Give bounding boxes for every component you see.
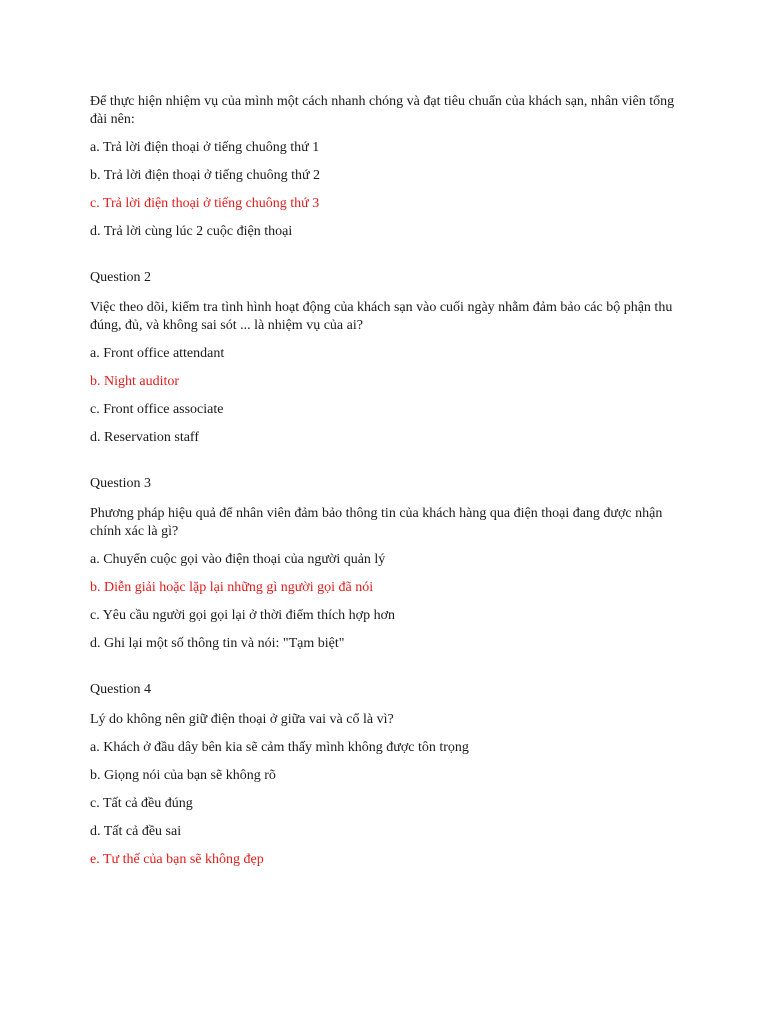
answer-option-b: b. Giọng nói của bạn sẽ không rõ xyxy=(90,768,276,783)
question-text: Lý do không nên giữ điện thoại ở giữa vai và cổ là vì? xyxy=(90,712,394,727)
question-label: Question 4 xyxy=(90,682,152,697)
answer-option-c: c. Front office associate xyxy=(90,402,224,417)
answer-option-d: d. Trả lời cùng lúc 2 cuộc điện thoại xyxy=(90,224,293,239)
answer-option-e-correct: e. Tư thế của bạn sẽ không đẹp xyxy=(90,852,264,867)
answer-option-a: a. Chuyển cuộc gọi vào điện thoại của người quản lý xyxy=(90,552,386,567)
question-block-1 xyxy=(90,93,680,241)
answer-option-b-correct: b. Diễn giải hoặc lặp lại những gì người gọi đã nói xyxy=(90,580,374,595)
answer-option-c: c. Yêu cầu người gọi gọi lại ở thời điểm thích hợp hơn xyxy=(90,608,395,623)
question-text: Phương pháp hiệu quả để nhân viên đảm bảo thông tin của khách hàng qua điện thoại đang được nhận chính xác là gì? xyxy=(90,506,663,539)
question-label: Question 2 xyxy=(90,270,152,285)
answer-option-a: a. Front office attendant xyxy=(90,346,225,361)
answer-option-b-correct: b. Night auditor xyxy=(90,374,180,389)
question-block-2 xyxy=(90,269,680,447)
answer-option-d: d. Ghi lại một số thông tin và nói: "Tạm biệt" xyxy=(90,636,345,651)
answer-option-a: a. Khách ở đầu dây bên kia sẽ cảm thấy mình không được tôn trọng xyxy=(90,740,469,755)
answer-option-c: c. Tất cả đều đúng xyxy=(90,796,193,811)
question-text: Việc theo dõi, kiểm tra tình hình hoạt động của khách sạn vào cuối ngày nhằm đảm bảo các bộ phận thu đúng, đủ, và không sai sót ... là nhiệm vụ của ai? xyxy=(90,300,673,333)
answer-option-a: a. Trả lời điện thoại ở tiếng chuông thứ 1 xyxy=(90,140,320,155)
question-block-3 xyxy=(90,475,680,653)
answer-option-d: d. Reservation staff xyxy=(90,430,199,445)
question-text: Để thực hiện nhiệm vụ của mình một cách nhanh chóng và đạt tiêu chuẩn của khách sạn, nhân viên tổng đài nên: xyxy=(90,94,675,127)
quiz-content xyxy=(90,93,680,897)
answer-option-c-correct: c. Trả lời điện thoại ở tiếng chuông thứ 3 xyxy=(90,196,320,211)
answer-option-b: b. Trả lời điện thoại ở tiếng chuông thứ 2 xyxy=(90,168,321,183)
answer-option-d: d. Tất cả đều sai xyxy=(90,824,182,839)
question-block-4 xyxy=(90,681,680,869)
question-label: Question 3 xyxy=(90,476,152,491)
